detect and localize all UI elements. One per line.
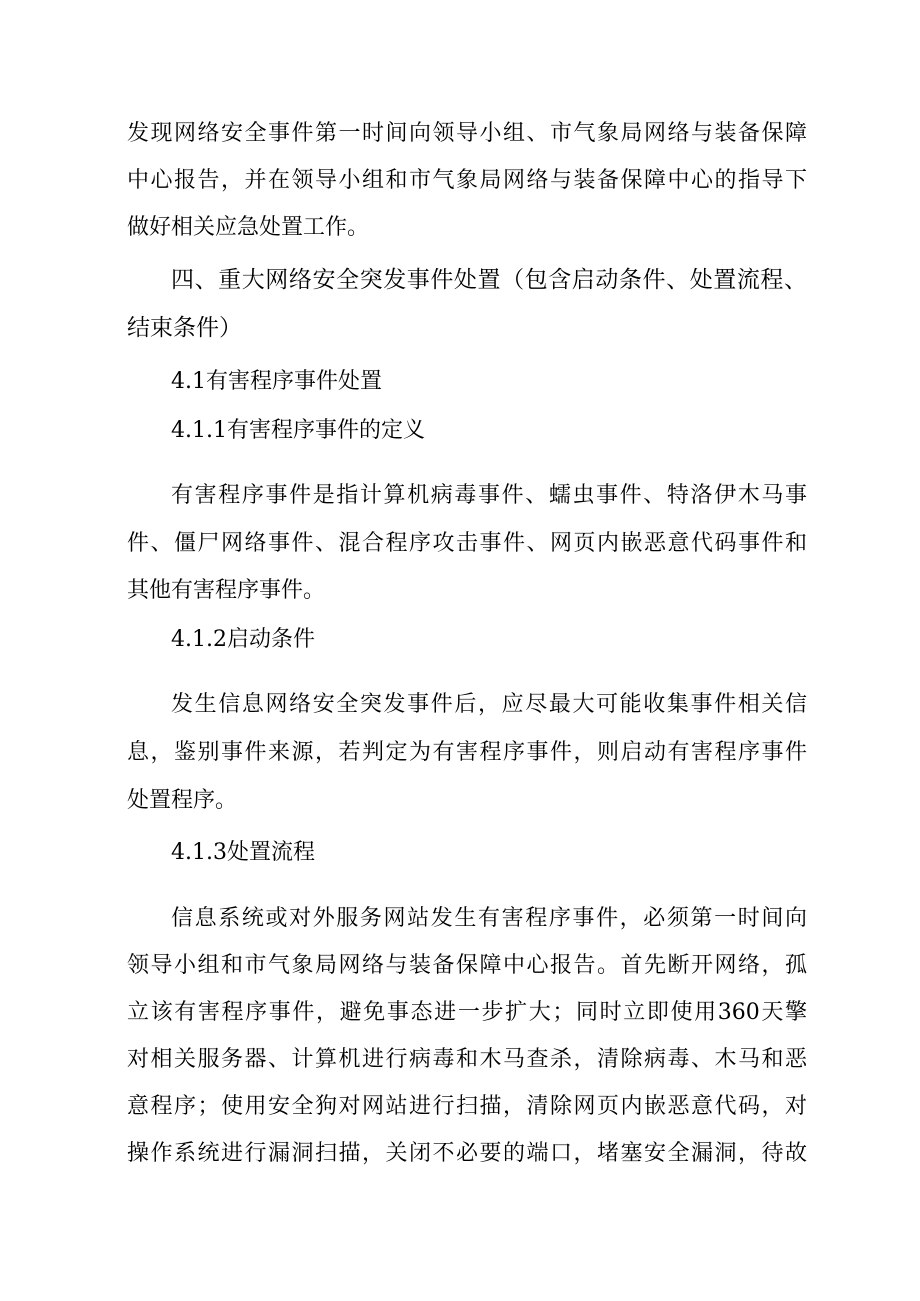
subheading-4-1-2: 4.1.2启动条件 [171, 627, 315, 652]
definition-line: 其他有害程序事件。 [127, 578, 326, 603]
subheading-4-1: 4.1有害程序事件处置 [171, 369, 382, 394]
procedure-line: 对相关服务器、计算机进行病毒和木马查杀，清除病毒、木马和恶 [127, 1047, 807, 1072]
start-condition-line: 息，鉴别事件来源，若判定为有害程序事件，则启动有害程序事件 [127, 740, 807, 765]
procedure-line: 领导小组和市气象局网络与装备保障中心报告。首先断开网络，孤 [127, 953, 807, 978]
paragraph-line: 发现网络安全事件第一时间向领导小组、市气象局网络与装备保障 [127, 121, 807, 146]
subheading-4-1-1: 4.1.1有害程序事件的定义 [171, 418, 425, 443]
procedure-line: 操作系统进行漏洞扫描，关闭不必要的端口，堵塞安全漏洞，待故 [127, 1141, 807, 1166]
procedure-line: 信息系统或对外服务网站发生有害程序事件，必须第一时间向 [171, 906, 807, 931]
definition-line: 有害程序事件是指计算机病毒事件、蠕虫事件、特洛伊木马事 [171, 483, 807, 508]
procedure-line: 立该有害程序事件，避免事态进一步扩大；同时立即使用360天擎 [127, 1000, 807, 1025]
paragraph-line: 做好相关应急处置工作。 [127, 215, 370, 240]
definition-line: 件、僵尸网络事件、混合程序攻击事件、网页内嵌恶意代码事件和 [127, 531, 807, 556]
subheading-4-1-3: 4.1.3处置流程 [171, 840, 315, 865]
procedure-line: 意程序；使用安全狗对网站进行扫描，清除网页内嵌恶意代码，对 [127, 1094, 807, 1119]
start-condition-line: 发生信息网络安全突发事件后，应尽最大可能收集事件相关信 [171, 692, 807, 717]
section-heading-line: 四、重大网络安全突发事件处置（包含启动条件、处置流程、 [171, 267, 807, 293]
start-condition-line: 处置程序。 [127, 788, 238, 813]
section-heading-line: 结束条件） [127, 315, 242, 341]
paragraph-line: 中心报告，并在领导小组和市气象局网络与装备保障中心的指导下 [127, 168, 807, 193]
